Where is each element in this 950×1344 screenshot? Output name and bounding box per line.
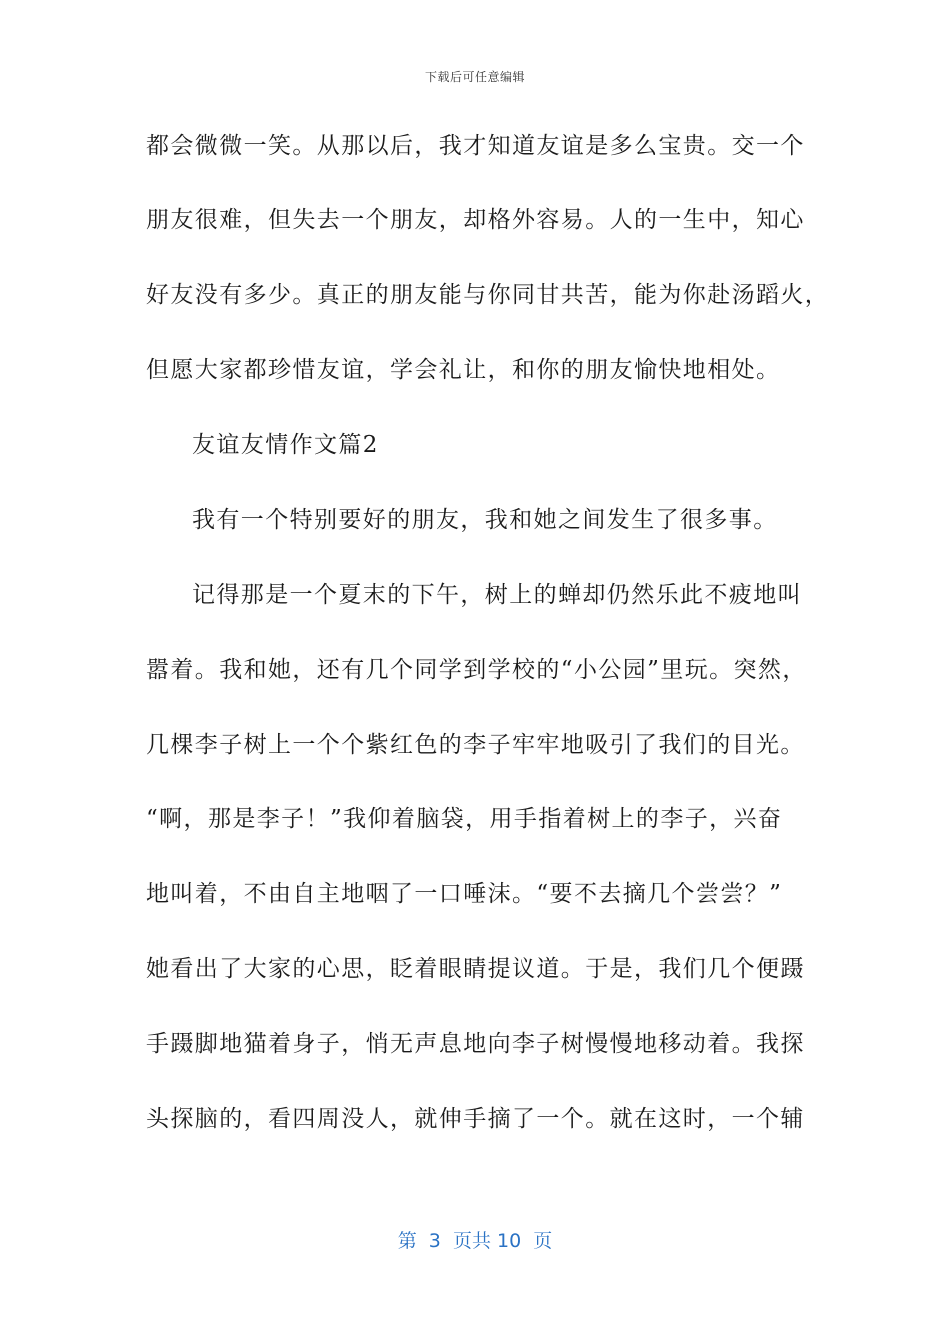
text-line: 她看出了大家的心思，眨着眼睛提议道。于是，我们几个便蹑 (146, 956, 805, 982)
page-header: 下载后可任意编辑 (424, 70, 525, 84)
text-line: 手蹑脚地猫着身子，悄无声息地向李子树慢慢地移动着。我探 (146, 1031, 805, 1057)
text-line: 朋友很难，但失去一个朋友，却格外容易。人的一生中，知心 (146, 207, 805, 233)
text-line: “啊，那是李子！”我仰着脑袋，用手指着树上的李子，兴奋 (146, 806, 783, 832)
text-line: 记得那是一个夏末的下午，树上的蝉却仍然乐此不疲地叫 (192, 582, 802, 608)
text-line: 几棵李子树上一个个紫红色的李子牢牢地吸引了我们的目光。 (146, 732, 805, 758)
page-number: 第 3 页共 10 页 (397, 1230, 553, 1252)
text-line: 但愿大家都珍惜友谊，学会礼让，和你的朋友愉快地相处。 (146, 357, 781, 383)
text-line: 地叫着，不由自主地咽了一口唾沫。“要不去摘几个尝尝？” (146, 881, 783, 907)
text-line: 我有一个特别要好的朋友，我和她之间发生了很多事。 (192, 507, 778, 533)
text-line: 头探脑的，看四周没人，就伸手摘了一个。就在这时，一个辅 (146, 1106, 805, 1132)
section-heading: 友谊友情作文篇2 (192, 432, 379, 458)
text-line: 嚣着。我和她，还有几个同学到学校的“小公园”里玩。突然， (146, 657, 807, 683)
text-line: 都会微微一笑。从那以后，我才知道友谊是多么宝贵。交一个 (146, 133, 805, 159)
text-line: 好友没有多少。真正的朋友能与你同甘共苦，能为你赴汤蹈火， (146, 282, 830, 308)
